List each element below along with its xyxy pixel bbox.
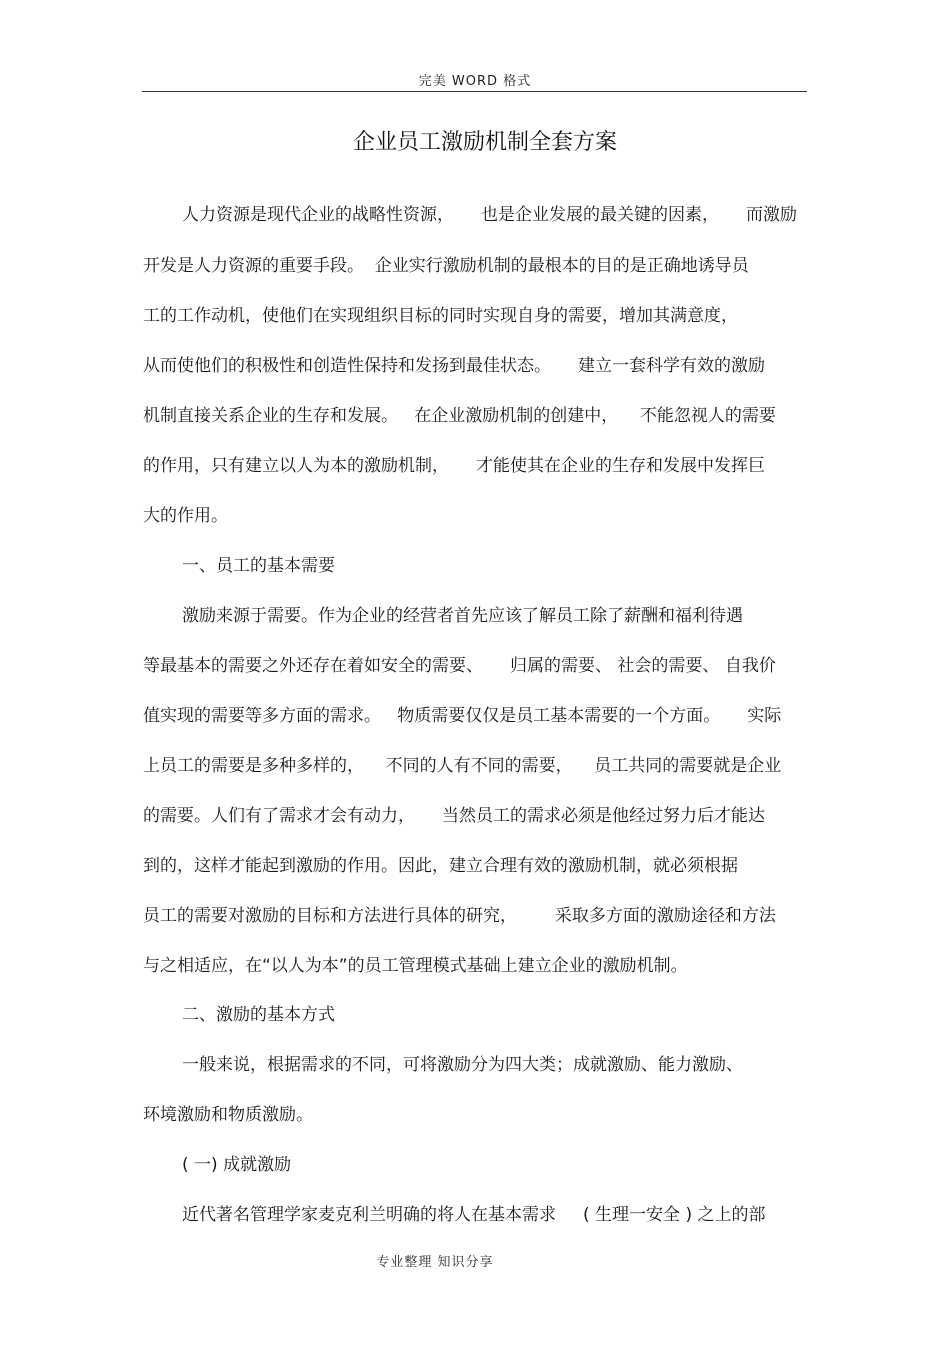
body-line: 值实现的需要等多方面的需求。 物质需要仅仅是员工基本需要的一个方面。 实际 — [143, 706, 782, 726]
body-line: 的作用，只有建立以人为本的激励机制， 才能使其在企业的生存和发展中发挥巨 — [143, 456, 766, 476]
header-divider — [142, 91, 807, 92]
body-line: 的需要。人们有了需求才会有动力， 当然员工的需求必须是他经过努力后才能达 — [143, 806, 766, 826]
body-line: 人力资源是现代企业的战略性资源， 也是企业发展的最关键的因素， 而激励 — [182, 205, 798, 225]
body-line: 大的作用。 — [143, 506, 228, 526]
body-line: 环境激励和物质激励。 — [143, 1105, 313, 1125]
page-footer: 专业整理 知识分享 — [376, 1255, 494, 1270]
header-text: 完美 WORD 格式 — [418, 74, 532, 89]
body-line: 机制直接关系企业的生存和发展。 在企业激励机制的创建中， 不能忽视人的需要 — [143, 406, 776, 426]
body-line: 等最基本的需要之外还存在着如安全的需要、 归属的需要、 社会的需要、 自我价 — [143, 656, 776, 676]
body-line: 员工的需要对激励的目标和方法进行具体的研究， 采取多方面的激励途径和方法 — [143, 906, 776, 926]
body-line: 近代著名管理学家麦克利兰明确的将人在基本需求 ( 生理一安全 ) 之上的部 — [182, 1205, 766, 1225]
document-title: 企业员工激励机制全套方案 — [352, 130, 617, 155]
body-line: 激励来源于需要。作为企业的经营者首先应该了解员工除了薪酬和福利待遇 — [182, 606, 743, 626]
section-heading: 一、员工的基本需要 — [182, 556, 335, 576]
body-line: 开发是人力资源的重要手段。 企业实行激励机制的最根本的目的是正确地诱导员 — [143, 256, 749, 276]
body-line: 到的，这样才能起到激励的作用。因此，建立合理有效的激励机制，就必须根据 — [143, 856, 738, 876]
body-line: 上员工的需要是多种多样的， 不同的人有不同的需要， 员工共同的需要就是企业 — [143, 756, 782, 776]
section-heading: 二、激励的基本方式 — [182, 1005, 335, 1025]
body-line: 从而使他们的积极性和创造性保持和发扬到最佳状态。 建立一套科学有效的激励 — [143, 356, 766, 376]
body-line: 一般来说，根据需求的不同，可将激励分为四大类；成就激励、能力激励、 — [182, 1055, 743, 1075]
subsection-heading: ( 一) 成就激励 — [182, 1155, 292, 1175]
body-line: 工的工作动机，使他们在实现组织目标的同时实现自身的需要，增加其满意度， — [143, 306, 738, 326]
body-line: 与之相适应，在“以人为本”的员工管理模式基础上建立企业的激励机制。 — [143, 956, 688, 976]
